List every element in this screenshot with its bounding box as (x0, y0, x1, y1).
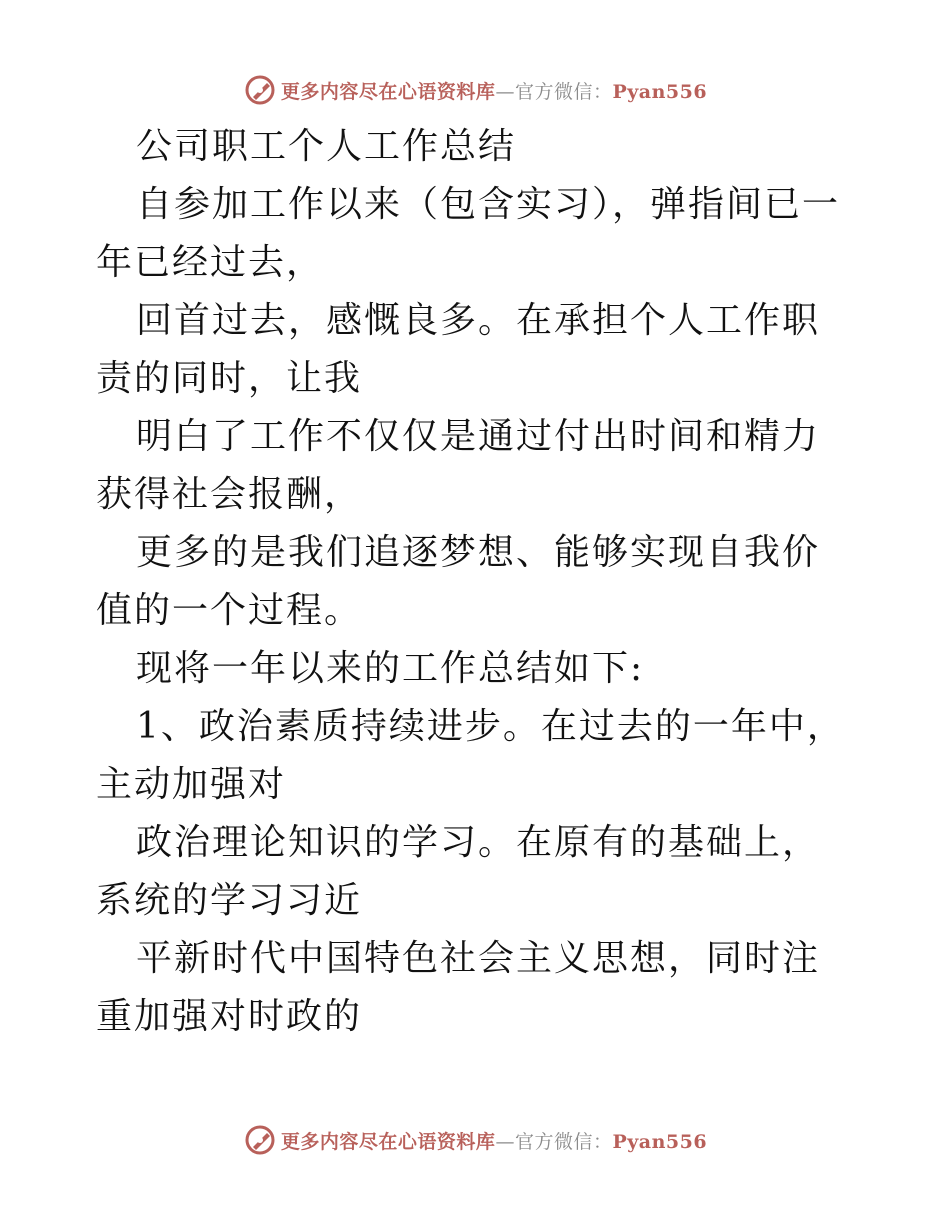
paragraph: 自参加工作以来（包含实习），弹指间已一年已经过去， (96, 184, 841, 283)
header-watermark (0, 70, 950, 110)
paragraph: 政治理论知识的学习。在原有的基础上，系统的学习习近 (96, 822, 821, 921)
footer-watermark (0, 1120, 950, 1160)
paragraph: 更多的是我们追逐梦想、能够实现自我价值的一个过程。 (96, 532, 821, 631)
watermark-text (281, 77, 707, 104)
watermark-text (281, 1127, 707, 1154)
watermark-sep-text: —官方微信： (495, 80, 613, 103)
watermark-wechat-id: Pyan556 (612, 80, 708, 103)
document-body (96, 118, 856, 1046)
paragraph: 明白了工作不仅仅是通过付出时间和精力获得社会报酬， (96, 416, 821, 515)
watermark-wechat-id: Pyan556 (612, 1130, 708, 1153)
paragraph: 1、政治素质持续进步。在过去的一年中，主动加强对 (96, 706, 845, 805)
paragraph: 现将一年以来的工作总结如下: (136, 648, 645, 689)
doc-title: 公司职工个人工作总结 (136, 126, 517, 167)
paragraph: 平新时代中国特色社会主义思想，同时注重加强对时政的 (96, 938, 821, 1037)
watermark-sep-text: —官方微信： (495, 1130, 613, 1153)
pen-logo-icon (243, 1123, 277, 1157)
watermark-main-text: 更多内容尽在心语资料库 (280, 80, 496, 103)
paragraph: 回首过去，感慨良多。在承担个人工作职责的同时，让我 (96, 300, 821, 399)
pen-logo-icon (243, 73, 277, 107)
watermark-main-text: 更多内容尽在心语资料库 (280, 1130, 496, 1153)
